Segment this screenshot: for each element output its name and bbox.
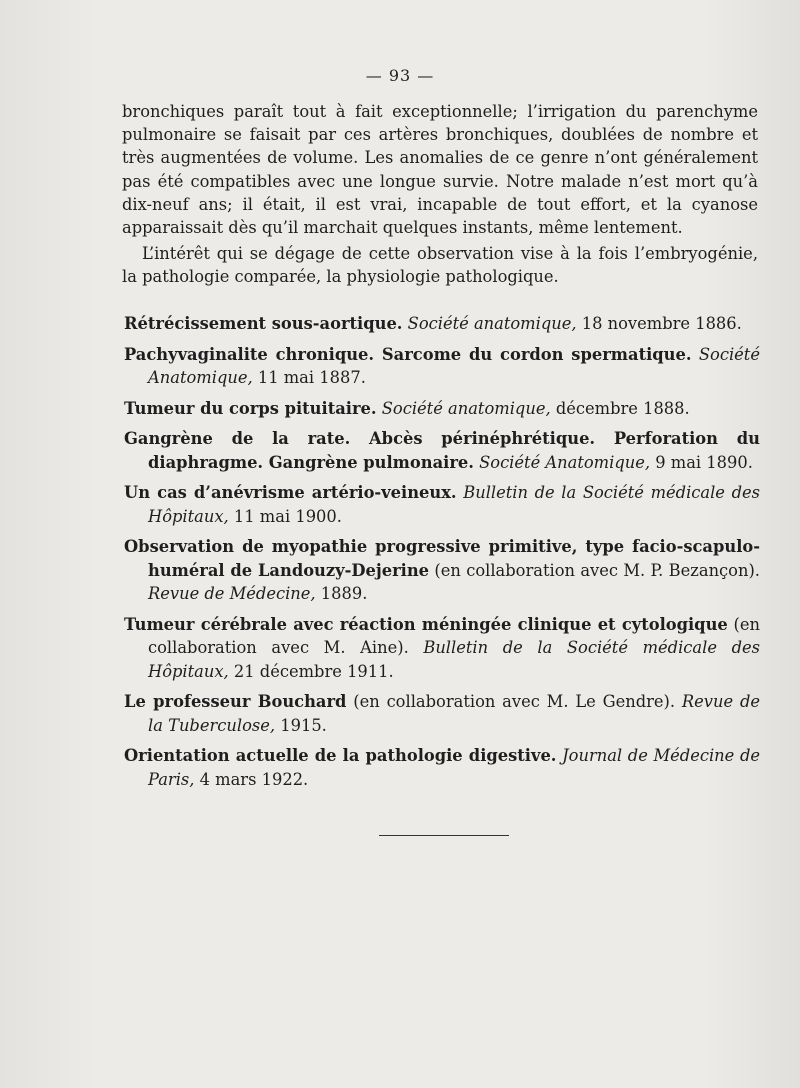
entry-title: Orientation actuelle de la pathologie digestive. xyxy=(124,746,557,765)
entry-date: 11 mai 1900. xyxy=(228,506,342,526)
entry-title: Tumeur du corps pituitaire. xyxy=(124,398,377,418)
entry-journal: Journal de Médecine de Paris, xyxy=(148,746,760,789)
entry-title: Tumeur cérébrale avec réaction méningée clinique et cytologique xyxy=(124,614,728,634)
body-paragraph: bronchiques paraît tout à fait exceptionnelle; l’irrigation du parenchyme pulmonaire se faisait par ces artères bronchiques, doublées de nombre et très augmentées de volume. Les anomalies de ce genre n’ont généralement pas été compatibles avec une longue survie. Notre malade n’est mort qu’à dix-neuf ans; il était, il est vrai, incapable de tout effort, et la cyanose apparaissait dès qu’il marchait quelques instants, même lentement. xyxy=(122,102,758,238)
entry-journal: Société anatomique, xyxy=(381,398,551,418)
entry-title: Un cas d’anévrisme artério-veineux. xyxy=(124,483,457,502)
entry-note xyxy=(692,345,699,364)
entry-journal: Bulletin de la Société médicale des Hôpitaux, xyxy=(148,638,760,681)
entry-date: 1889. xyxy=(315,584,368,603)
bibliography-entry xyxy=(124,343,760,390)
entry-journal: Société anatomique, xyxy=(407,314,577,333)
bibliography-entry xyxy=(124,397,760,421)
body-paragraph: L’intérêt qui se dégage de cette observation vise à la fois l’embryogénie, la pathologie comparée, la physiologie pathologique. xyxy=(122,244,758,287)
bibliography-entry xyxy=(124,744,760,791)
bibliography-entry xyxy=(124,427,760,474)
entry-date: 1915. xyxy=(275,715,327,735)
entry-date: 21 décembre 1911. xyxy=(228,661,394,681)
entry-title: Le professeur Bouchard xyxy=(124,692,347,711)
entry-journal: Revue de Médecine, xyxy=(148,584,316,603)
entry-date: décembre 1888. xyxy=(550,398,690,418)
entry-title: Observation de myopathie progressive primitive, type facio-scapulo-huméral de Landouzy-Dejerine xyxy=(124,537,760,580)
entry-date: 9 mai 1890. xyxy=(650,452,753,472)
page-number: — 93 — xyxy=(365,66,435,85)
entry-note: (en collaboration avec M. Aine). xyxy=(148,614,760,657)
bibliography-entry xyxy=(124,535,760,606)
bibliography-list xyxy=(124,312,760,798)
bibliography-entry xyxy=(124,690,760,737)
entry-title: Gangrène de la rate. Abcès périnéphrétique. Perforation du diaphragme. Gangrène pulmonaire. xyxy=(124,429,760,472)
entry-date: 18 novembre 1886. xyxy=(576,314,742,333)
entry-title: Rétrécissement sous-aortique. xyxy=(124,314,403,333)
entry-journal: Société Anatomique, xyxy=(148,344,760,387)
entry-journal: Revue de la Tuberculose, xyxy=(148,692,760,735)
entry-journal: Bulletin de la Société médicale des Hôpitaux, xyxy=(148,483,760,526)
entry-date: 11 mai 1887. xyxy=(252,368,366,387)
bibliography-entry xyxy=(124,613,760,684)
entry-note: (en collaboration avec M. P. Bezançon). xyxy=(429,560,760,580)
entry-journal: Société Anatomique, xyxy=(479,452,651,472)
bibliography-entry xyxy=(124,481,760,528)
closing-rule xyxy=(379,835,509,836)
entry-title: Pachyvaginalite chronique. Sarcome du cordon spermatique. xyxy=(124,344,692,364)
bibliography-entry xyxy=(124,312,760,336)
entry-note: (en collaboration avec M. Le Gendre). xyxy=(346,692,682,711)
entry-date: 4 mars 1922. xyxy=(194,769,309,789)
